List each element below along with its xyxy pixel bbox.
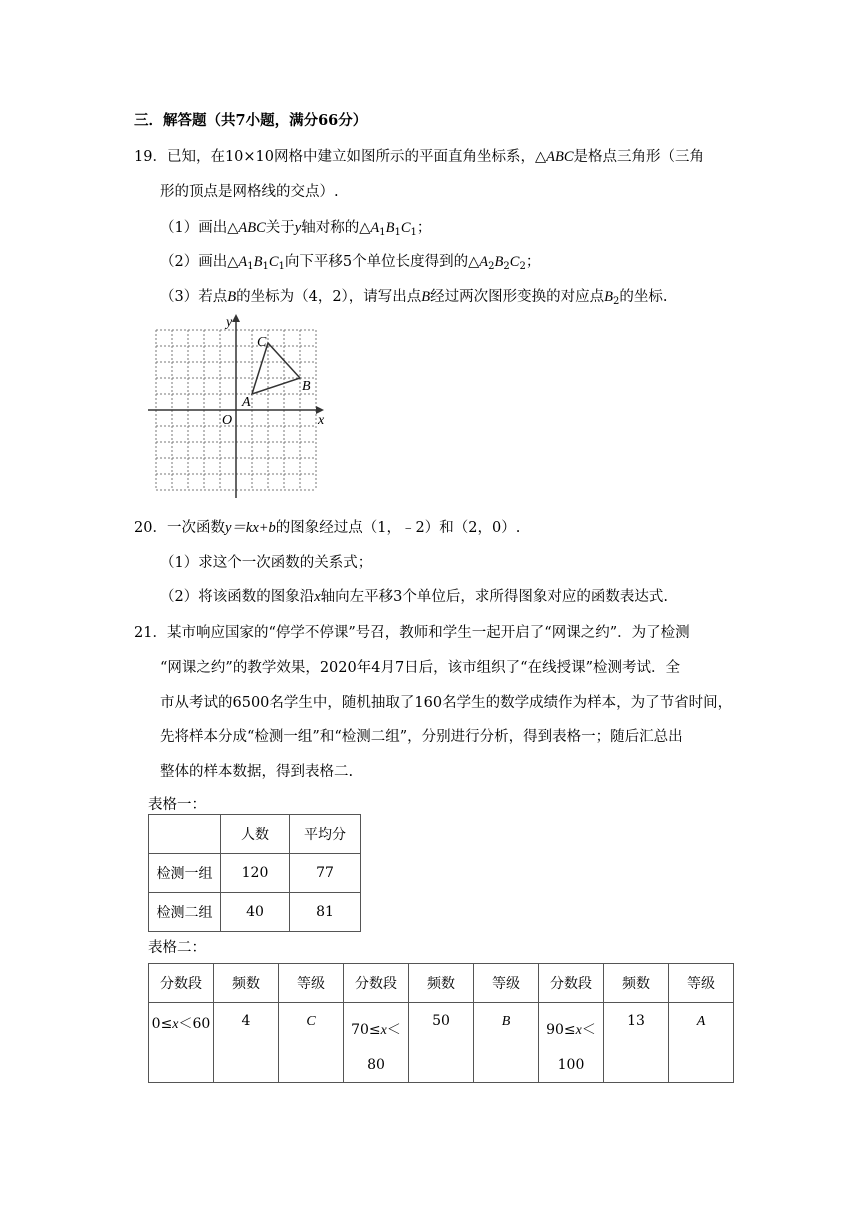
q21-line5: 整体的样本数据，得到表格二. [160, 764, 354, 780]
q19-part2: （2）画出$\triangle A_1B_1C_1$向下平移5个单位长度得到的$\triangle A_2B_2C_2$； [160, 254, 541, 272]
table-one: 人数 平均分 检测一组 120 77 检测二组 40 81 [148, 814, 361, 932]
coordinate-grid-figure [148, 312, 332, 498]
section-heading: 三．解答题（共7小题，满分66分） [134, 112, 368, 129]
table1-caption: 表格一： [148, 797, 206, 813]
q21-line3: 市从考试的6500名学生中，随机抽取了160名学生的数学成绩作为样本，为了节省时间， [160, 695, 733, 711]
label-origin: O [222, 413, 233, 428]
q21-line1: 21．某市响应国家的“停学不停课”号召，教师和学生一起开启了“网课之约”．为了检测 [134, 625, 690, 641]
q21-number: 21． [134, 625, 167, 641]
label-B: B [302, 379, 311, 394]
q19-line1: 19．已知，在10×10网格中建立如图所示的平面直角坐标系，△ABC是格点三角形（三角 [134, 149, 705, 165]
table-row: 0≤x＜60 4 C 70≤x＜ 80 50 B 90≤x＜ 100 13 A [149, 1003, 734, 1083]
label-A: A [242, 395, 251, 410]
label-C: C [257, 335, 267, 350]
q19-line2: 形的顶点是网格线的交点）. [160, 184, 339, 200]
q19-part3: （3）若点B的坐标为（4，2），请写出点B经过两次图形变换的对应点$B_2$的坐标. [160, 289, 668, 307]
q19-part1: （1）画出△ABC关于y轴对称的$\triangle A_1B_1C_1$； [160, 220, 432, 238]
y-axis-arrow [232, 314, 240, 322]
q20-line1: 20．一次函数y＝kx+b的图象经过点（1，﹣2）和（2，0）. [134, 520, 521, 536]
table-two: 分数段 频数 等级 分数段 频数 等级 分数段 频数 等级 0≤x＜60 4 C 70≤x＜ 80 50 B 90≤x＜ 100 13 A [148, 963, 734, 1083]
q20-number: 20． [134, 520, 167, 536]
q21-line2: “网课之约”的教学效果，2020年4月7日后，该市组织了“在线授课”检测考试．全 [160, 660, 681, 676]
q19-number: 19． [134, 149, 167, 165]
table-row: 检测二组 40 81 [149, 893, 361, 932]
table-row: 检测一组 120 77 [149, 854, 361, 893]
label-x: x [318, 413, 325, 428]
q20-part2: （2）将该函数的图象沿x轴向左平移3个单位后，求所得图象对应的函数表达式. [160, 589, 669, 605]
q21-line4: 先将样本分成“检测一组”和“检测二组”，分别进行分析，得到表格一；随后汇总出 [160, 729, 683, 745]
table2-caption: 表格二： [148, 940, 206, 956]
label-y: y [226, 315, 233, 330]
triangle-abc [252, 343, 300, 394]
q20-part1: （1）求这个一次函数的关系式； [160, 555, 373, 571]
